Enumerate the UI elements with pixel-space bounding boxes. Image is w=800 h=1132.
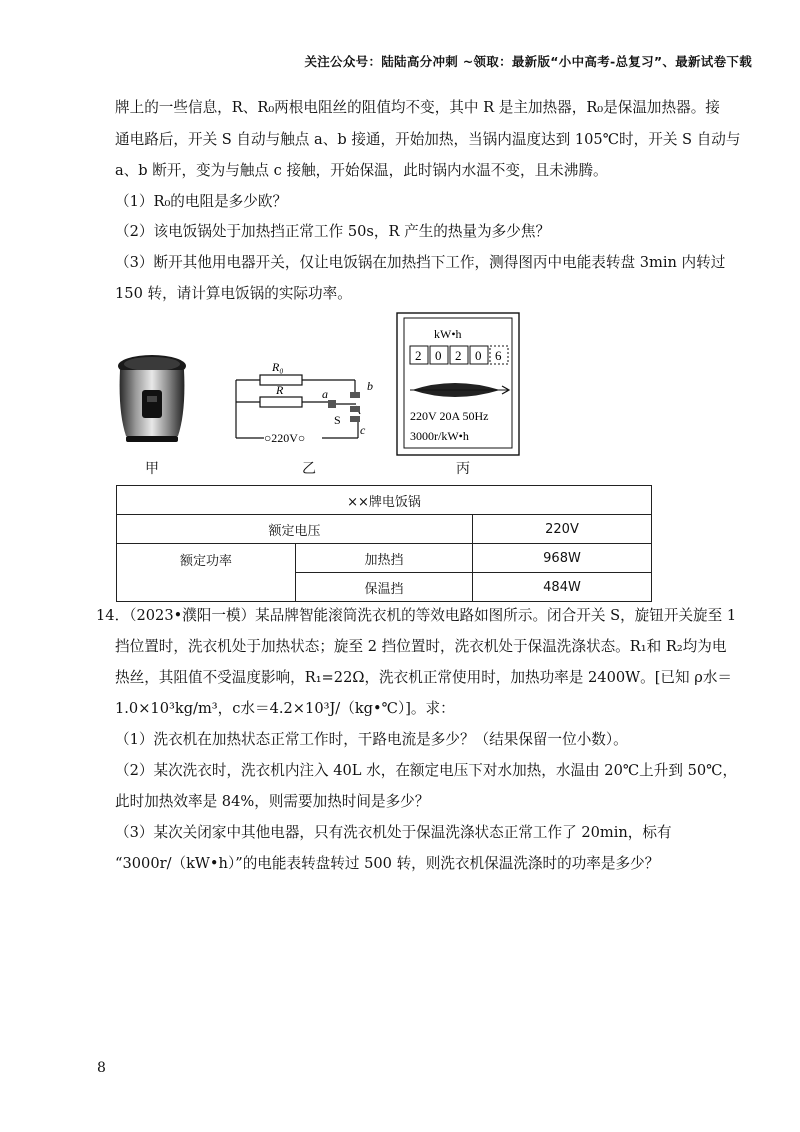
meter-constant: 3000r/kW•h bbox=[410, 429, 469, 443]
label-r0: R₀ bbox=[272, 360, 284, 374]
rice-cooker-image bbox=[112, 352, 192, 444]
spec-table-title: ××牌电饭锅 bbox=[117, 486, 652, 515]
q13-sub-2: （2）该电饭锅处于加热挡正常工作 50s，R 产生的热量为多少焦？ bbox=[115, 223, 551, 240]
rated-power-label: 额定功率 bbox=[117, 544, 296, 602]
meter-digit-4: 0 bbox=[475, 348, 482, 363]
meter-digit-3: 2 bbox=[455, 348, 462, 363]
label-r: R bbox=[276, 383, 284, 397]
q13-line-1: 牌上的一些信息，R、R₀两根电阻丝的阻值均不变，其中 R 是主加热器，R₀是保温加热器。接 bbox=[115, 99, 720, 116]
label-c: c bbox=[360, 423, 366, 437]
q14-line-3: 热丝，其阻值不受温度影响，R₁=22Ω，洗衣机正常使用时，加热功率是 2400W。[已知 ρ水＝ bbox=[115, 669, 733, 686]
meter-digit-5: 6 bbox=[495, 348, 502, 363]
page-header: 关注公众号：陆陆高分冲刺 ~领取：最新版“小中高考-总复习”、最新试卷下载 bbox=[304, 54, 752, 69]
q14-sub-1: （1）洗衣机在加热状态正常工作时，干路电流是多少？（结果保留一位小数）。 bbox=[115, 731, 628, 748]
energy-meter bbox=[396, 312, 520, 458]
q14-sub-2a: （2）某次洗衣时，洗衣机内注入 40L 水，在额定电压下对水加热，水温由 20℃上升到 50℃， bbox=[115, 762, 738, 779]
q13-sub-3a: （3）断开其他用电器开关，仅让电饭锅在加热挡下工作，测得图丙中电能表转盘 3min 内转过 bbox=[115, 254, 726, 271]
meter-unit: kW•h bbox=[434, 327, 462, 341]
rated-voltage-label: 额定电压 bbox=[117, 515, 473, 544]
figure-label-yi: 乙 bbox=[302, 461, 316, 477]
q13-sub-1: （1）R₀的电阻是多少欧？ bbox=[115, 193, 288, 210]
q13-line-3: a、b 断开，变为与触点 c 接触，开始保温，此时锅内水温不变，且未沸腾。 bbox=[115, 162, 608, 179]
meter-rating: 220V 20A 50Hz bbox=[410, 409, 489, 423]
label-b: b bbox=[367, 379, 373, 393]
heat-mode-value: 968W bbox=[473, 544, 652, 573]
spec-table bbox=[116, 485, 652, 602]
rated-voltage-value: 220V bbox=[473, 515, 652, 544]
meter-digit-2: 0 bbox=[435, 348, 442, 363]
meter-digit-1: 2 bbox=[415, 348, 422, 363]
circuit-diagram bbox=[230, 358, 380, 448]
label-a: a bbox=[322, 387, 328, 401]
q14-sub-3a: （3）某次关闭家中其他电器，只有洗衣机处于保温洗涤状态正常工作了 20min，标有 bbox=[115, 824, 672, 841]
label-voltage: ○220V○ bbox=[264, 431, 306, 445]
page-number: 8 bbox=[97, 1060, 106, 1076]
q14-line-1: 14．（2023•濮阳一模）某品牌智能滚筒洗衣机的等效电路如图所示。闭合开关 S，旋钮开关旋至 1 bbox=[96, 607, 737, 624]
q14-line-2: 挡位置时，洗衣机处于加热状态；旋至 2 挡位置时，洗衣机处于保温洗涤状态。R₁和 R₂均为电 bbox=[115, 638, 727, 655]
q13-line-2: 通电路后，开关 S 自动与触点 a、b 接通，开始加热，当锅内温度达到 105℃时，开关 S 自动与 bbox=[115, 131, 741, 148]
keep-warm-label: 保温挡 bbox=[296, 573, 473, 602]
q13-sub-3b: 150 转，请计算电饭锅的实际功率。 bbox=[115, 285, 352, 302]
label-s: S bbox=[334, 413, 341, 427]
q14-line-4: 1.0×10³kg/m³，c水＝4.2×10³J/（kg•℃）]。求： bbox=[115, 700, 455, 717]
heat-mode-label: 加热挡 bbox=[296, 544, 473, 573]
q14-sub-3b: “3000r/（kW•h）”的电能表转盘转过 500 转，则洗衣机保温洗涤时的功率是多少？ bbox=[115, 855, 660, 872]
figure-label-bing: 丙 bbox=[456, 461, 470, 477]
q14-sub-2b: 此时加热效率是 84%，则需要加热时间是多少？ bbox=[115, 793, 430, 810]
keep-warm-value: 484W bbox=[473, 573, 652, 602]
figure-label-jia: 甲 bbox=[145, 461, 159, 477]
